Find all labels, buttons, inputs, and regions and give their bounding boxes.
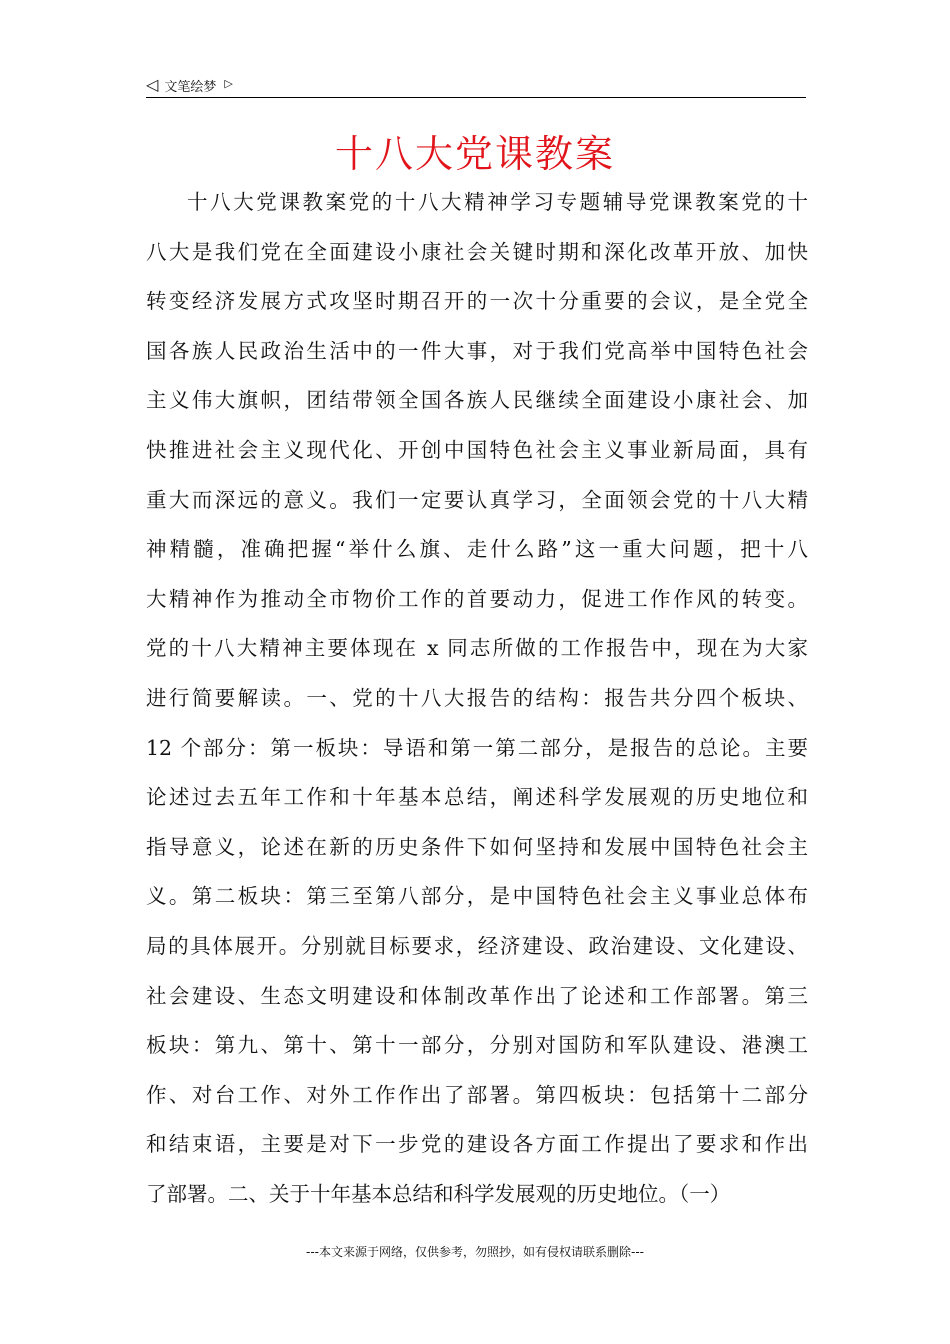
paragraph-line: 12 个部分：第一板块：导语和第一第二部分，是报告的总论。主要 xyxy=(146,735,808,760)
paragraph-line: 主义伟大旗帜，团结带领全国各族人民继续全面建设小康社会、加 xyxy=(146,388,808,413)
paragraph-line: 进行简要解读。一、党的十八大报告的结构：报告共分四个板块、 xyxy=(146,685,808,710)
paragraph-line: 和结束语，主要是对下一步党的建设各方面工作提出了要求和作出 xyxy=(146,1132,808,1157)
document-body xyxy=(146,178,808,1219)
header-divider xyxy=(146,97,806,98)
triangle-left-icon: ◁ xyxy=(146,75,159,94)
triangle-right-icon: ▷ xyxy=(224,76,233,90)
paragraph-line: 重大而深远的意义。我们一定要认真学习，全面领会党的十八大精 xyxy=(146,487,808,512)
paragraph-line: 快推进社会主义现代化、开创中国特色社会主义事业新局面，具有 xyxy=(146,437,808,462)
paragraph-line: 板块：第九、第十、第十一部分，分别对国防和军队建设、港澳工 xyxy=(146,1033,808,1058)
paragraph-line: 局的具体展开。分别就目标要求，经济建设、政治建设、文化建设、 xyxy=(146,933,808,958)
paragraph-line: 指导意义，论述在新的历史条件下如何坚持和发展中国特色社会主 xyxy=(146,834,808,859)
paragraph-line: 社会建设、生态文明建设和体制改革作出了论述和工作部署。第三 xyxy=(146,983,808,1008)
paragraph-line: 论述过去五年工作和十年基本总结，阐述科学发展观的历史地位和 xyxy=(146,785,808,810)
paragraph-line: 国各族人民政治生活中的一件大事，对于我们党高举中国特色社会 xyxy=(146,338,808,363)
brand-label: 文笔绘梦 xyxy=(164,79,217,95)
page-header xyxy=(146,72,806,98)
paragraph-line: 作、对台工作、对外工作作出了部署。第四板块：包括第十二部分 xyxy=(146,1082,808,1107)
paragraph-line: 党的十八大精神主要体现在 x 同志所做的工作报告中，现在为大家 xyxy=(146,636,808,661)
document-title: 十八大党课教案 xyxy=(334,132,615,176)
paragraph-line: 十八大党课教案党的十八大精神学习专题辅导党课教案党的十 xyxy=(187,190,808,214)
page-footer: ---本文来源于网络，仅供参考，勿照抄，如有侵权请联系删除--- xyxy=(306,1245,644,1259)
paragraph-line: 了部署。二、关于十年基本总结和科学发展观的历史地位。（一） xyxy=(146,1181,731,1206)
paragraph-line: 神精髓，准确把握“举什么旗、走什么路”这一重大问题，把十八 xyxy=(146,537,808,562)
paragraph-line: 大精神作为推动全市物价工作的首要动力，促进工作作风的转变。 xyxy=(146,586,808,611)
paragraph-line: 转变经济发展方式攻坚时期召开的一次十分重要的会议，是全党全 xyxy=(146,289,808,314)
paragraph-line: 义。第二板块：第三至第八部分，是中国特色社会主义事业总体布 xyxy=(146,884,808,909)
paragraph-line: 八大是我们党在全面建设小康社会关键时期和深化改革开放、加快 xyxy=(146,239,808,264)
